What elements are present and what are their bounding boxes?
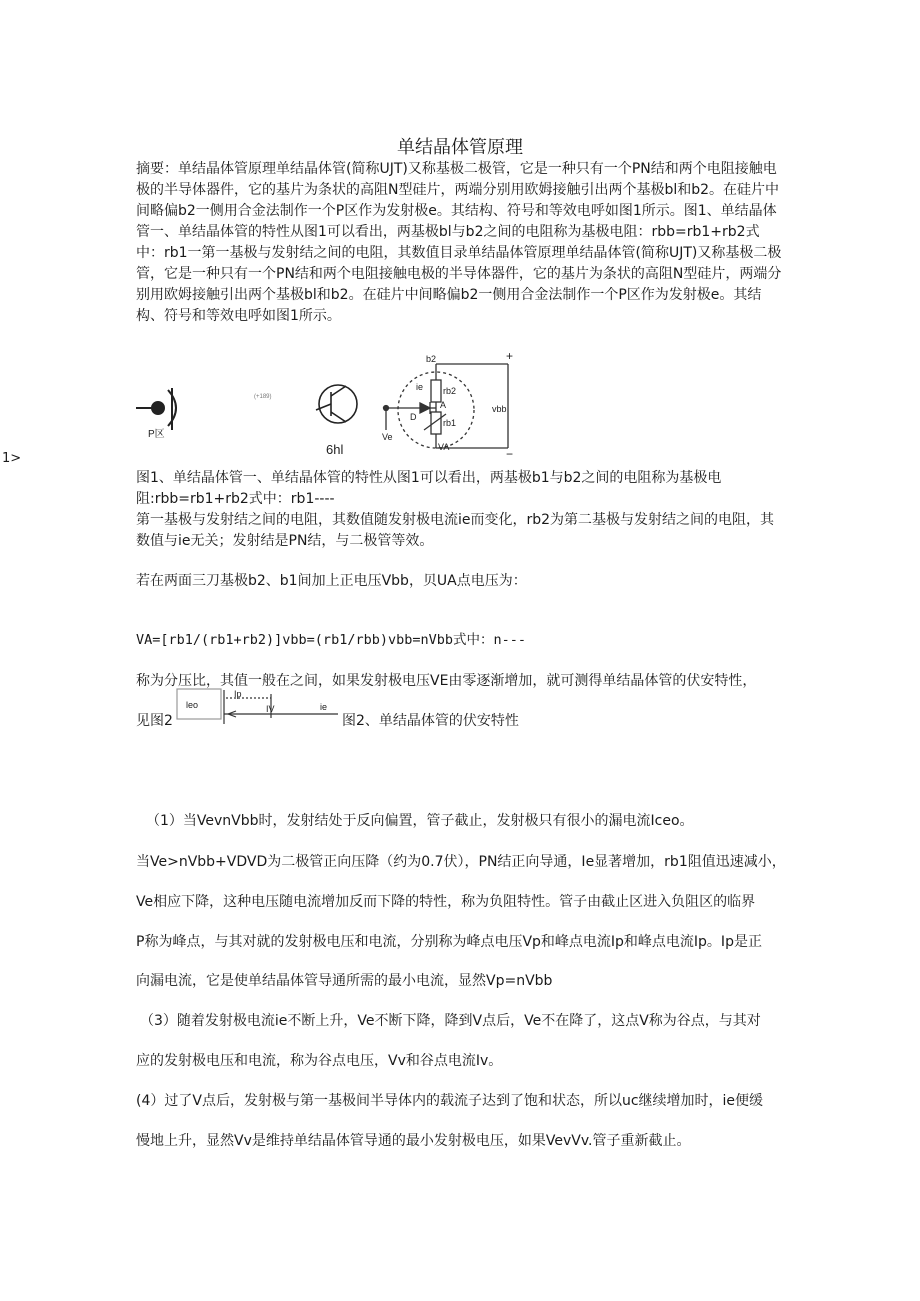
label-vbb: vbb xyxy=(492,404,507,414)
item-3-line-1: （3）随着发射极电流ie不断上升，Ve不断下降，降到V点后，Ve不在降了，这点V称为谷点，与其对 xyxy=(140,1013,761,1029)
label-b2: b2 xyxy=(426,354,437,364)
divider-formula: VA=[rb1/(rb1+rb2)]vbb=(rb1/rbb)vbb=nVbb式中：n--- xyxy=(136,632,526,648)
label-rb2: rb2 xyxy=(443,386,457,396)
figure-1-caption-continued: 第一基极与发射结之间的电阻，其数值随发射极电流ie而变化，rb2为第二基极与发射结之间的电阻，其数值与ie无关；发射结是PN结，与二极管等效。 xyxy=(136,512,775,549)
side-marker: 1> xyxy=(2,451,22,466)
fig2-label-ie: ie xyxy=(320,702,328,712)
figure-2-caption: 图2、单结晶体管的伏安特性 xyxy=(342,713,519,729)
figure-1-ujt-diagrams xyxy=(128,350,528,458)
p-region-label: P区 xyxy=(148,429,165,440)
item-4-line-1: (4）过了V点后，发射极与第一基极间半导体内的载流子达到了饱和状态，所以uc继续增加时，ie便缓 xyxy=(136,1093,764,1109)
fig2-label-ip: Ip xyxy=(234,689,242,699)
figure-2-iv-characteristic xyxy=(176,688,340,726)
label-minus: − xyxy=(506,447,514,458)
item-2-line-2: Ve相应下降，这种电压随电流增加反而下降的特性，称为负阻特性。管子由截止区进入负阻区的临界 xyxy=(136,894,756,910)
figure-1-caption: 图1、单结晶体管一、单结晶体管的特性从图1可以看出，两基极b1与b2之间的电阻称为基极电阻:rbb=rb1+rb2式中：rb1---- xyxy=(136,470,722,507)
item-2-line-3: P称为峰点，与其对就的发射极电压和电流，分别称为峰点电压Vp和峰点电流Ip和峰点电流Ip。Ip是正 xyxy=(136,934,762,950)
see-figure-2: 见图2 xyxy=(136,713,173,729)
label-rb1: rb1 xyxy=(443,418,457,428)
label-d: D xyxy=(410,412,417,422)
voltage-line: 若在两面三刀基极b2、b1间加上正电压Vbb，贝UA点电压为： xyxy=(136,573,527,589)
ujt-symbol xyxy=(316,385,357,423)
page-title: 单结晶体管原理 xyxy=(397,137,523,158)
item-2-line-4: 向漏电流，它是使单结晶体管导通所需的最小电流，显然Vp=nVbb xyxy=(136,973,553,989)
abstract-paragraph: 摘要：单结晶体管原理单结晶体管(简称UJT)又称基极二极管，它是一种只有一个PN结和两个电阻接触电极的半导体器件，它的基片为条状的高阻N型硅片，两端分别用欧姆接触引出两个基极bl和b2。在硅片中间略偏b2一侧用合金法制作一个P区作为发射极e。其结构、符号和等效电呼如图1所示。图1、单结晶体管一、单结晶体管的特性从图1可以看出，两基极bl与b2之间的电阻称为基极电阻：rbb=rb1+rb2式中：rb1一第一基极与发射结之间的电阻，其数值目录单结晶体管原理单结晶体管(简称UJT)又称基极二极管，它是一种只有一个PN结和两个电阻接触电极的半导体器件，它的基片为条状的高阻N型硅片，两端分别用欧姆接触引出两个基极bl和b2。在硅片中间略偏b2一侧用合金法制作一个P区作为发射极e。其结构、符号和等效电呼如图1所示。 xyxy=(136,161,782,324)
symbol-caption: 6hl xyxy=(326,442,344,457)
small-note-label: (+189) xyxy=(254,394,272,400)
item-2-line-1: 当Ve>nVbb+VDVD为二极管正向压降（约为0.7伏），PN结正向导通，Ie显著增加，rb1阻值迅速减小， xyxy=(136,854,786,870)
fig2-label-leo: leo xyxy=(186,700,199,710)
item-3-line-2: 应的发射极电压和电流，称为谷点电压，Vv和谷点电流Iv。 xyxy=(136,1053,503,1069)
ratio-line: 称为分压比，其值一般在之间，如果发射极电压VE由零逐渐增加，就可测得单结晶体管的伏安特性， xyxy=(136,673,757,689)
label-plus: + xyxy=(506,350,514,363)
ujt-structure-sketch xyxy=(136,388,176,430)
item-4-line-2: 慢地上升，显然Vv是维持单结晶体管导通的最小发射极电压，如果VevVv.管子重新截止。 xyxy=(136,1133,691,1149)
label-ie: ie xyxy=(416,382,424,392)
label-va: VA xyxy=(438,442,450,452)
label-a: A xyxy=(440,400,447,410)
fig2-label-iv: IV xyxy=(266,704,275,714)
item-1: （1）当VevnVbb时，发射结处于反向偏置，管子截止，发射极只有很小的漏电流Iceo。 xyxy=(146,813,694,829)
label-ve: Ve xyxy=(382,432,393,442)
